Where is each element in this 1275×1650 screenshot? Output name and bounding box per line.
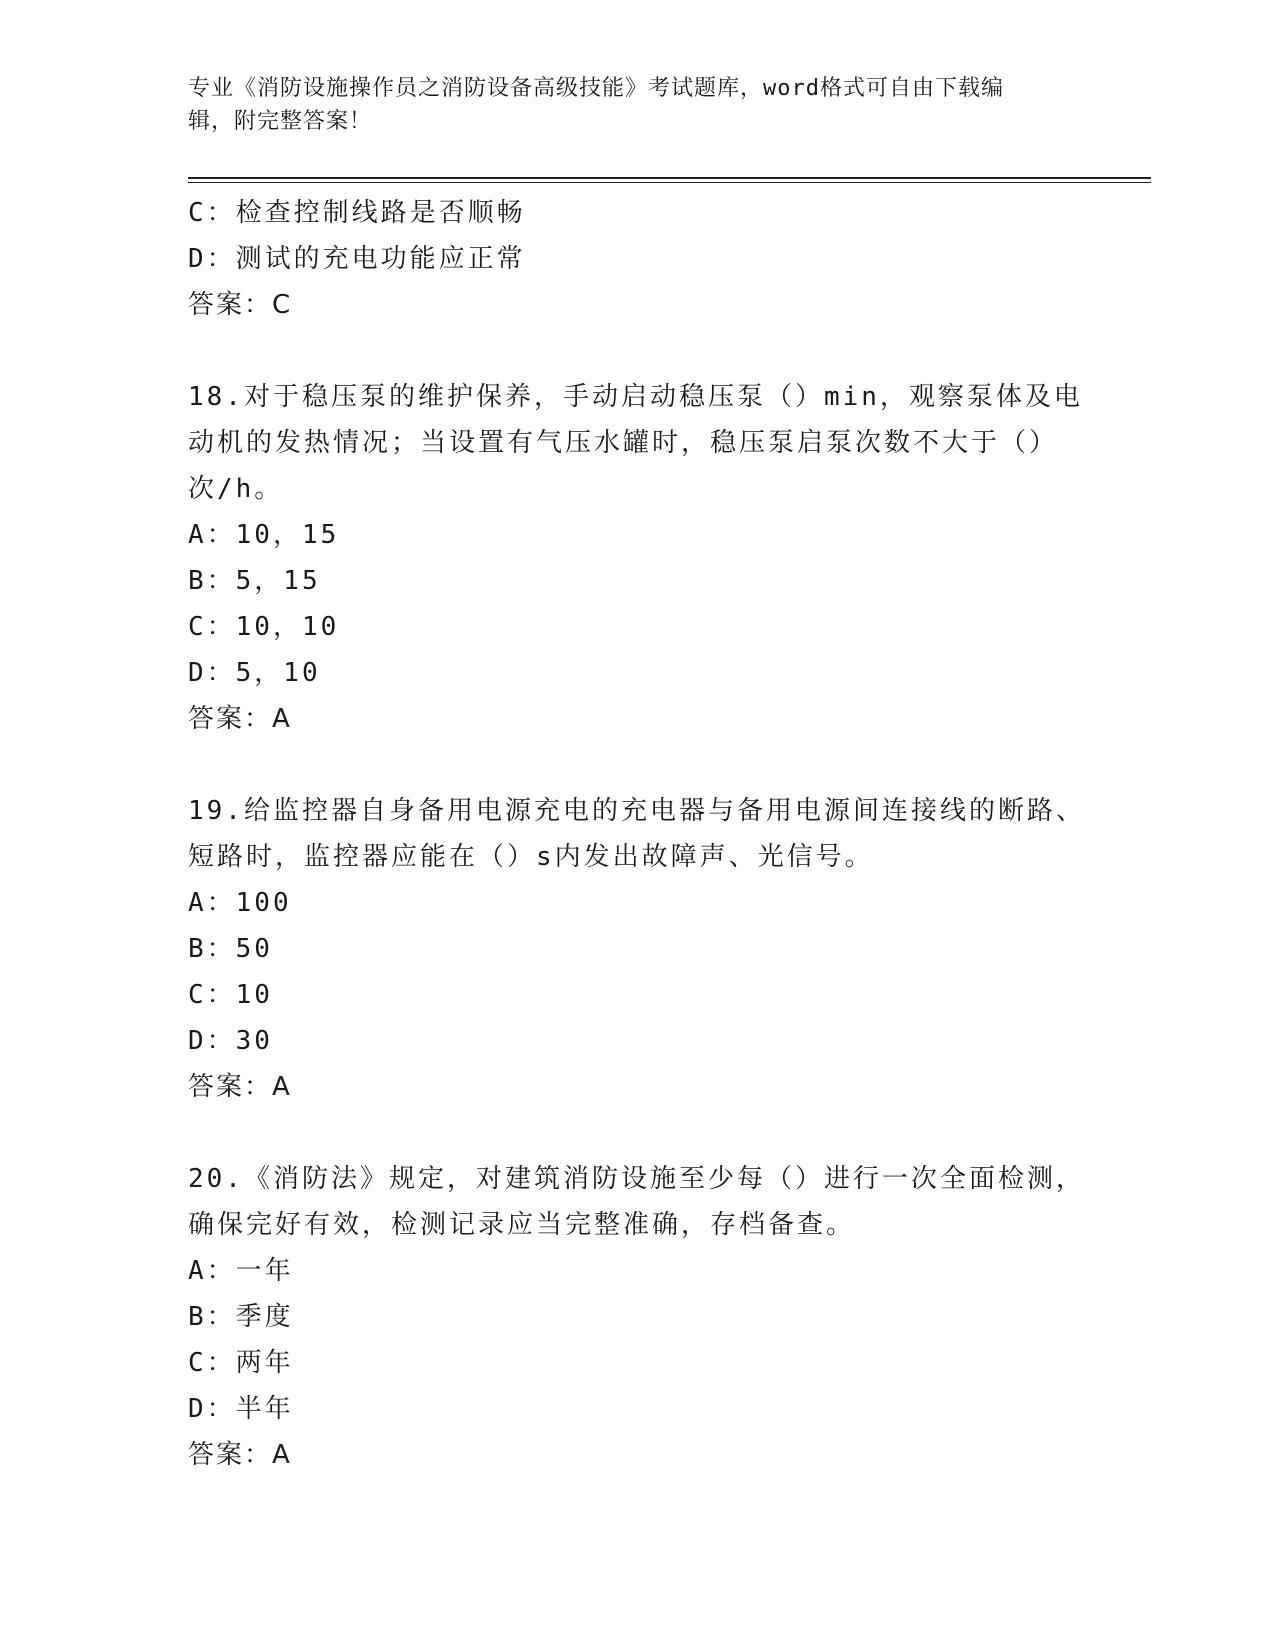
- answer-line: 答案：A: [188, 704, 292, 734]
- option-c: C：10: [188, 980, 273, 1010]
- option-a: A：100: [188, 888, 292, 918]
- header-line-2: 辑，附完整答案！: [188, 109, 373, 134]
- question-text-line: 20.《消防法》规定，对建筑消防设施至少每（）进行一次全面检测，: [188, 1164, 1085, 1194]
- option-c: C：10，10: [188, 612, 340, 642]
- option-d: D：测试的充电功能应正常: [188, 244, 526, 274]
- question-text-line: 短路时，监控器应能在（）s内发出故障声、光信号。: [188, 842, 874, 872]
- question-19: [188, 788, 1085, 1110]
- question-18: [188, 374, 1083, 742]
- header-line-1: 专业《消防设施操作员之消防设备高级技能》考试题库，word格式可自由下载编: [188, 76, 1004, 101]
- question-text-line: 确保完好有效，检测记录应当完整准确，存档备查。: [188, 1210, 856, 1240]
- header-divider-thick: [188, 177, 1151, 179]
- answer-line: 答案：A: [188, 1072, 292, 1102]
- question-20: [188, 1156, 1085, 1478]
- option-d: D：5，10: [188, 658, 321, 688]
- previous-question-tail: [188, 190, 1068, 328]
- option-a: A：10，15: [188, 520, 340, 550]
- question-text-line: 动机的发热情况；当设置有气压水罐时，稳压泵启泵次数不大于（）: [188, 428, 1059, 458]
- option-b: B：50: [188, 934, 273, 964]
- spacer: [188, 742, 1068, 788]
- question-text-line: 次/h。: [188, 474, 284, 504]
- option-d: D：30: [188, 1026, 273, 1056]
- spacer: [188, 328, 1068, 374]
- question-text-line: 18.对于稳压泵的维护保养，手动启动稳压泵（）min，观察泵体及电: [188, 382, 1083, 412]
- header-divider-thin: [188, 182, 1151, 183]
- question-list: [188, 190, 1085, 1478]
- option-a: A：一年: [188, 1256, 294, 1286]
- answer-line: 答案：C: [188, 290, 293, 320]
- question-text-line: 19.给监控器自身备用电源充电的充电器与备用电源间连接线的断路、: [188, 796, 1085, 826]
- option-b: B：季度: [188, 1302, 294, 1332]
- answer-line: 答案：A: [188, 1440, 292, 1470]
- option-c: C：检查控制线路是否顺畅: [188, 198, 526, 228]
- spacer: [188, 1110, 1068, 1156]
- option-d: D：半年: [188, 1394, 294, 1424]
- document-header: [188, 72, 1068, 138]
- option-c: C：两年: [188, 1348, 294, 1378]
- option-b: B：5，15: [188, 566, 321, 596]
